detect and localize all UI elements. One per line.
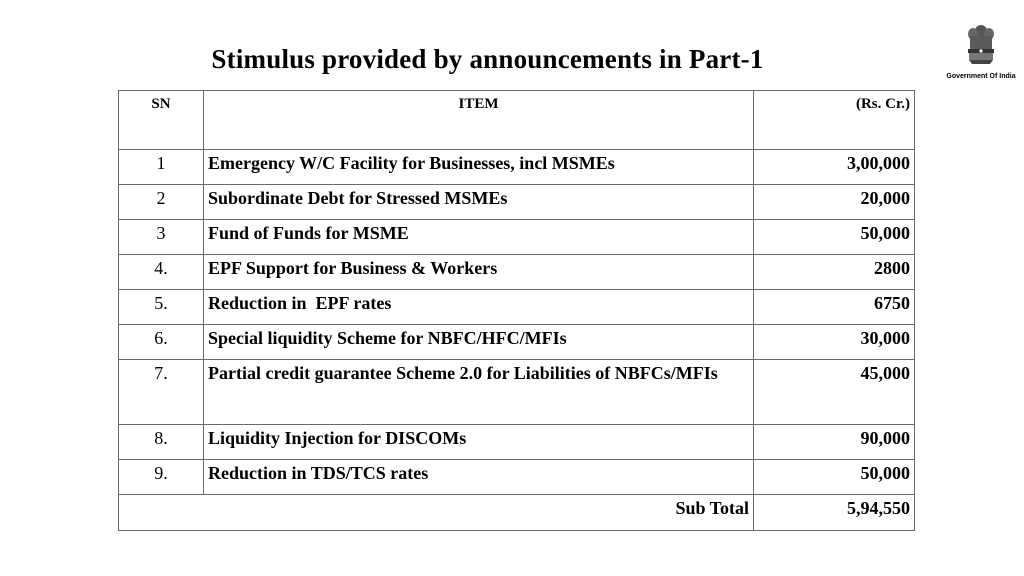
row-item: Special liquidity Scheme for NBFC/HFC/MFIs	[204, 325, 754, 360]
row-value: 2800	[754, 255, 915, 290]
row-item: Subordinate Debt for Stressed MSMEs	[204, 185, 754, 220]
page-title: Stimulus provided by announcements in Part-1	[211, 44, 764, 74]
row-sn: 7.	[119, 360, 204, 425]
emblem-caption: Government Of India	[946, 73, 1016, 80]
table-row	[119, 150, 915, 185]
row-value: 3,00,000	[754, 150, 915, 185]
table-row	[119, 290, 915, 325]
table-row	[119, 255, 915, 290]
government-emblem	[946, 22, 1016, 92]
table-row	[119, 460, 915, 495]
subtotal-row	[119, 495, 915, 531]
row-sn: 5.	[119, 290, 204, 325]
row-item: Liquidity Injection for DISCOMs	[204, 425, 754, 460]
row-sn: 4.	[119, 255, 204, 290]
header-value: (Rs. Cr.)	[754, 91, 915, 150]
row-item: Fund of Funds for MSME	[204, 220, 754, 255]
header-item: ITEM	[204, 91, 754, 150]
emblem-icon	[964, 22, 998, 72]
row-sn: 3	[119, 220, 204, 255]
subtotal-label: Sub Total	[119, 495, 754, 531]
table-row	[119, 325, 915, 360]
table-row	[119, 220, 915, 255]
row-item: Partial credit guarantee Scheme 2.0 for Liabilities of NBFCs/MFIs	[204, 360, 754, 425]
row-value: 45,000	[754, 360, 915, 425]
header-sn: SN	[119, 91, 204, 150]
row-value: 20,000	[754, 185, 915, 220]
table-row	[119, 185, 915, 220]
table-row	[119, 360, 915, 425]
row-sn: 1	[119, 150, 204, 185]
row-value: 90,000	[754, 425, 915, 460]
row-item: Reduction in TDS/TCS rates	[204, 460, 754, 495]
row-value: 30,000	[754, 325, 915, 360]
row-item: Emergency W/C Facility for Businesses, incl MSMEs	[204, 150, 754, 185]
row-value: 50,000	[754, 460, 915, 495]
row-sn: 2	[119, 185, 204, 220]
row-sn: 8.	[119, 425, 204, 460]
row-value: 6750	[754, 290, 915, 325]
table-header-row	[119, 91, 915, 150]
row-sn: 6.	[119, 325, 204, 360]
row-item: Reduction in EPF rates	[204, 290, 754, 325]
row-sn: 9.	[119, 460, 204, 495]
subtotal-value: 5,94,550	[754, 495, 915, 531]
row-item: EPF Support for Business & Workers	[204, 255, 754, 290]
table-row	[119, 425, 915, 460]
stimulus-table	[118, 90, 915, 531]
row-value: 50,000	[754, 220, 915, 255]
